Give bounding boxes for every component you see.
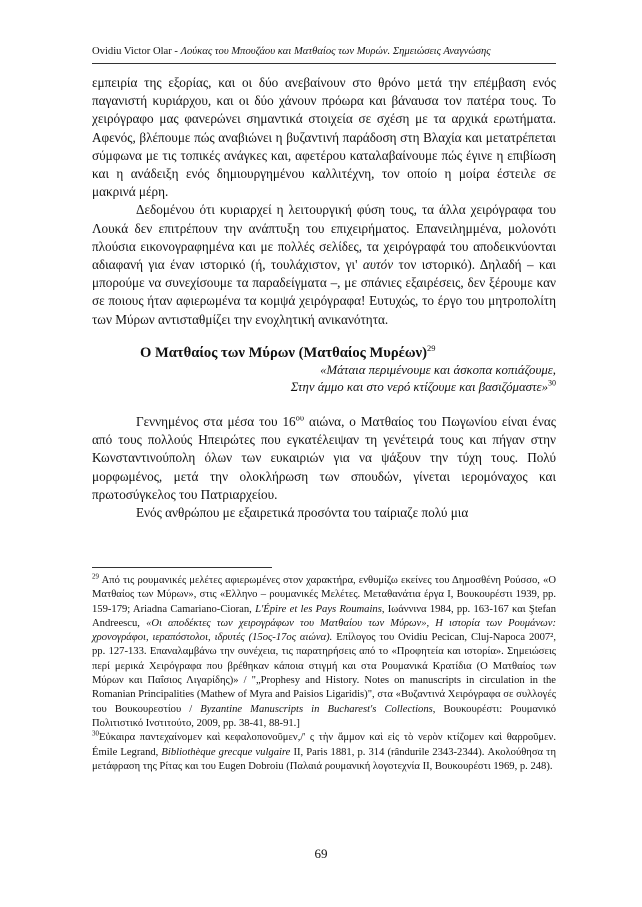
section-heading-text: Ο Ματθαίος των Μύρων (Ματθαίος Μυρέων) <box>140 344 427 361</box>
footnote-29-text-2: , Ιωάννινα 1984, pp. 163-167 και Ştefan Andreescu, <box>92 603 556 629</box>
footnote-30-text-2: II, Paris 1881, p. 314 (rândurile 2343-2344). Ακολούθησα τη μετάφραση της Ρίτας και του Eugen Dobroiu (Παλαιά ρουμανική λογοτεχνία ΙΙ, Βουκουρέστι 1969, p. 248). <box>92 746 556 772</box>
body-text <box>92 74 556 522</box>
footnote-29-text-4: , Βουκουρέστι: Ρουμανικό Πολιτιστικό Ινστιτούτο, 2009, pp. 38-41, 88-91.] <box>92 703 556 729</box>
paragraph-3-text: Γεννημένος στα μέσα του 16 <box>136 414 296 430</box>
running-header <box>92 46 562 57</box>
header-title: Λούκας του Μπουζάου και Ματθαίος των Μυρών. Σημειώσεις Αναγνώσης <box>180 46 491 57</box>
footnote-ref-29[interactable]: 29 <box>426 342 436 353</box>
footnote-29-text: Από τις ρουμανικές μελέτες αφιερωμένες στον χαρακτήρα, ενθυμίζω εκείνες του Δημοσθένη Ρούσσο, «Ο Ματθαίος των Μύρων», στις «Ελληνο – ρουμανικές Μελέτες. Μεταθανάτια έργα Ι, Βουκουρέστι 1939, pp. 159-179; Ariadna Camariano-Cioran, <box>92 575 556 615</box>
paragraph-1: εμπειρία της εξορίας, και οι δύο ανεβαίνουν στο θρόνο μετά την επέμβαση ενός παγανιστή κυριάρχου, και οι δύο χάνουν πρόωρα και βάναυσα τον πατέρα τους. Το χειρόγραφο μας φανερώνει σημαντικά στοιχεία σε σχέση με τα αρχικά ερωτήματα. Αφενός, βλέπουμε πώς αναβιώνει η βυζαντινή παράδοση στη Βλαχία και μετατρέπεται σύμφωνα με τις τοπικές ανάγκες και, αφετέρου καταλαβαίνουμε πώς έγινε η επιβίωση και η ανάδειξη ενός δημιουργημένου καλλιτέχνη, τον οποίο η μοίρα έστειλε σε μακρινά μέρη. <box>92 75 556 200</box>
footnote-rule <box>92 567 272 568</box>
epigraph-line-1: «Μάταια περιμένουμε και άσκοπα κοπιάζουμε, <box>320 363 556 378</box>
ordinal-superscript: ου <box>295 412 305 423</box>
header-rule <box>92 63 556 64</box>
paragraph-3 <box>92 413 556 504</box>
footnote-ref-30[interactable]: 30 <box>548 378 556 388</box>
paragraph-2-text-end: τον ιστορικό). Δηλαδή – και μπορούμε να συνεχίσουμε τα παραδείγματα –, με σπάνιες εξαιρέσεις, δεν ξέρουμε καν σε ποιους ήταν αφιερωμένα τα κομψά χειρόγραφα! Ευτυχώς, το έργο του μητροπολίτη των Μύρων αντισταθμίζει την ενοχλητική ανικανότητα. <box>92 257 556 327</box>
footnote-29 <box>92 574 556 731</box>
footnote-29-title-2: «Οι αποδέκτες των χειρογράφων του Ματθαίου των Μύρων», Η ιστορία των Ρουμάνων: χρονογράφοι, ιεραπόστολοι, ιδρυτές (15ος-17ος αιώνα). <box>92 617 556 644</box>
footnote-30 <box>92 731 556 774</box>
footnotes <box>92 574 556 774</box>
footnote-30-number: 30 <box>92 729 99 738</box>
footnote-29-title-3: Byzantine Manuscripts in Bucharest's Collections <box>200 703 433 715</box>
paragraph-2-emphasis: αυτόν <box>362 257 394 273</box>
paragraph-2 <box>92 201 556 328</box>
paragraph-2-text: Δεδομένου ότι κυριαρχεί η λειτουργική φύση τους, τα άλλα χειρόγραφα του Λουκά δεν επιτρέπουν την ανάπτυξη του επιχειρήματος. Επανειλημμένα, μολονότι πλούσια εικονογραφημένα και με πολλές σελίδες, τα χειρόγραφά του αποδεικνύονται αδιαφανή για έναν ιστορικό (ή, τουλάχιστον, γι' <box>92 202 556 273</box>
footnote-29-title-1: L'Épire et les Pays Roumains <box>255 603 382 615</box>
footnote-30-text: Εὐκαιρα παντεχαίνομεν καὶ κεφαλοπονοῦμεν,/' ς τὴν ἄμμον καὶ εἰς τὸ νερὸν κτίζομεν καὶ θαρροῦμεν. Émile Legrand, <box>92 732 556 758</box>
epigraph-line-2-text: Στην άμμο και στο νερό κτίζουμε και βασιζόμαστε» <box>290 380 548 395</box>
footnote-30-title: Bibliothèque grecque vulgaire <box>161 746 291 758</box>
header-author: Ovidiu Victor Olar - <box>92 46 181 57</box>
epigraph-line-2 <box>92 379 556 396</box>
paragraph-3-text-end: αιώνα, ο Ματθαίος του Πωγωνίου είναι ένας από τους πολλούς Ηπειρώτες που εγκατέλειψαν τη γενέτειρά τους και πήγαν στην Κωνσταντινούπολη όλων των ευκαιριών για να ψάξουν την τύχη τους. Πολύ μορφωμένος, μετά την ολοκλήρωση των σπουδών, γίνεται ιερομόναχος και πρωτοσύγκελος του Πατριαρχείου. <box>92 414 556 502</box>
footnote-29-text-3: Επίλογος του Ovidiu Pecican, Cluj-Napoca 2007², pp. 127-133. Επαναλαμβάνω την συνέχεια, τις παρατηρήσεις από το «Προφητεία και ιστορία». Σημειώσεις περί μερικά Χειρόγραφα που βρέθηκαν κάποια στιγμή και στα Ρουμανικά Κρατίδια (Ο Ματθαίος των Μύρων και Παΐσιος Λιγαρίδης)» / "„Prophesy and History. Notes on manuscripts in circulation in the Romanian Principalities (Mathew of Myra and Paisios Ligaridis)", στα «Βυζαντινά Χειρόγραφα σε συλλογές του Βουκουρεστίου / <box>92 632 556 715</box>
paragraph-4: Ενός ανθρώπου με εξαιρετικά προσόντα του ταίριαζε πολύ μια <box>136 505 469 521</box>
footnote-29-number: 29 <box>92 572 99 581</box>
page-number: 69 <box>314 846 328 861</box>
section-heading <box>140 344 556 362</box>
